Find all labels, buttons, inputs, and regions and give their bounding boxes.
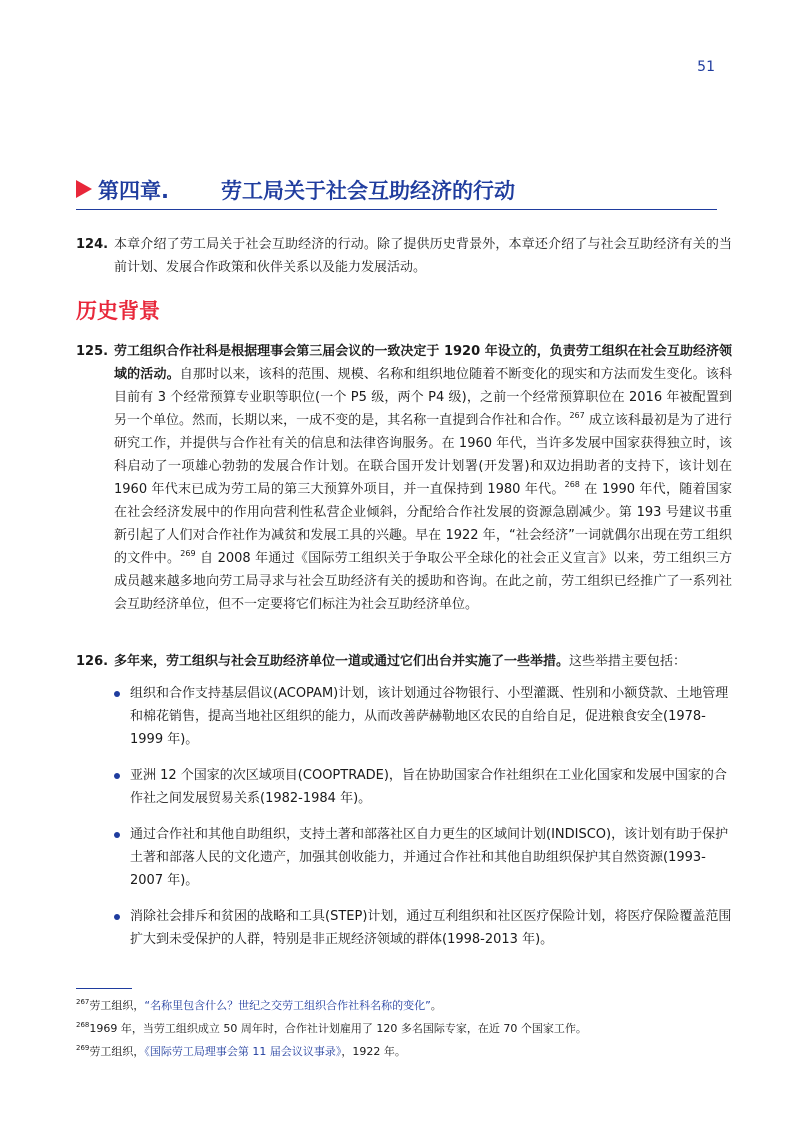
chapter-number: 第四章. [98, 179, 169, 203]
chapter-heading [76, 175, 717, 210]
bullet-icon [114, 773, 120, 779]
footnote-link[interactable]: 《国际劳工局理事会第 11 届会议议事录》 [144, 1045, 342, 1058]
page-number: 51 [697, 59, 715, 75]
footnote-ref[interactable]: 267 [569, 411, 585, 420]
bullet-list [114, 682, 732, 964]
paragraph-number: 125. [76, 344, 109, 359]
footnote-divider [76, 988, 132, 989]
bullet-icon [114, 832, 120, 838]
paragraph-126 [76, 650, 732, 673]
list-item: 消除社会排斥和贫困的战略和工具(STEP)计划，通过互利组织和社区医疗保险计划，将医疗保险覆盖范围扩大到未受保护的人群，特别是非正规经济领域的群体(1998-2013 年)。 [114, 905, 732, 951]
paragraph-lead: 多年来，劳工组织与社会互助经济单位一道或通过它们出台并实施了一些举措。 [114, 654, 570, 669]
list-item: 通过合作社和其他自助组织，支持土著和部落社区自力更生的区域间计划(INDISCO)，该计划有助于保护土著和部落人民的文化遗产，加强其创收能力，并通过合作社和其他自助组织保护其自然资源(1993-2007 年)。 [114, 823, 732, 892]
paragraph-125 [76, 340, 732, 616]
chapter-title: 劳工局关于社会互助经济的行动 [221, 179, 515, 203]
paragraph-number: 126. [76, 654, 109, 669]
list-item: 亚洲 12 个国家的次区域项目(COOPTRADE)，旨在协助国家合作社组织在工业化国家和发展中国家的合作社之间发展贸易关系(1982-1984 年)。 [114, 764, 732, 810]
paragraph-lead: 劳工组织合作社科是根据理事会第三届会议的一致决定于 1920 年设立的，负责劳工组织在社会互助经济领域的活动。 [114, 344, 732, 382]
paragraph-text: 多年来，劳工组织与社会互助经济单位一道或通过它们出台并实施了一些举措。这些举措主要包括： [114, 654, 687, 669]
footnote-267: $^{267}$劳工组织，“名称里包含什么？世纪之交劳工组织合作社科名称的变化”。 [76, 998, 442, 1012]
section-heading: 历史背景 [76, 299, 160, 323]
footnote-268: $^{268}$1969 年，当劳工组织成立 50 周年时，合作社计划雇用了 120 多名国际专家，在近 70 个国家工作。 [76, 1021, 587, 1035]
paragraph-text: 本章介绍了劳工局关于社会互助经济的行动。除了提供历史背景外，本章还介绍了与社会互助经济有关的当前计划、发展合作政策和伙伴关系以及能力发展活动。 [114, 237, 732, 275]
footnote-link[interactable]: “名称里包含什么？世纪之交劳工组织合作社科名称的变化” [144, 999, 431, 1012]
footnotes [76, 994, 732, 1063]
footnote-ref[interactable]: 269 [180, 549, 196, 558]
paragraph-124 [76, 233, 732, 279]
list-item: 组织和合作支持基层倡议(ACOPAM)计划，该计划通过谷物银行、小型灌溉、性别和小额贷款、土地管理和棉花销售，提高当地社区组织的能力，从而改善萨赫勒地区农民的自给自足，促进粮食安全(1978-1999 年)。 [114, 682, 732, 751]
paragraph-number: 124. [76, 237, 109, 252]
footnote-269: $^{269}$劳工组织，《国际劳工局理事会第 11 届会议议事录》，1922 年。 [76, 1044, 406, 1058]
paragraph-text: 劳工组织合作社科是根据理事会第三届会议的一致决定于 1920 年设立的，负责劳工组织在社会互助经济领域的活动。自那时以来，该科的范围、规模、名称和组织地位随着不断变化的现实和方法而发生变化。该科目前有 3 个经常预算专业职等职位(一个 P5 级，两个 P4 级)，之前一个经常预算职位在 2016 年被配置到另一个单位。然而，长期以来，一成不变的是，其名称一直提到合作社和合作。$^{267}$ 成立该科最初是为了进行研究工作，并提供与合作社有关的信息和法律咨询服务。在 1960 年代，当许多发展中国家获得独立时，该科启动了一项雄心勃勃的发展合作计划。在联合国开发计划署(开发署)和双边捐助者的支持下，该计划在 1960 年代末已成为劳工局的第三大预算外项目，并一直保持到 1980 年代。$^{268}$ 在 1990 年代，随着国家在社会经济发展中的作用向营利性私营企业倾斜，分配给合作社发展的资源急剧减少。第 193 号建议书重新引起了人们对合作社作为减贫和发展工具的兴趣。早在 1922 年，“社会经济”一词就偶尔出现在劳工组织的文件中。$^{269}$ 自 2008 年通过《国际劳工组织关于争取公平全球化的社会正义宣言》以来，劳工组织三方成员越来越多地向劳工局寻求与社会互助经济有关的援助和咨询。在此之前，劳工组织已经推广了一系列社会互助经济单位，但不一定要将它们标注为社会互助经济单位。 [114, 344, 732, 612]
footnote-ref[interactable]: 268 [564, 480, 580, 489]
triangle-icon [76, 180, 92, 198]
bullet-icon [114, 691, 120, 697]
bullet-icon [114, 914, 120, 920]
